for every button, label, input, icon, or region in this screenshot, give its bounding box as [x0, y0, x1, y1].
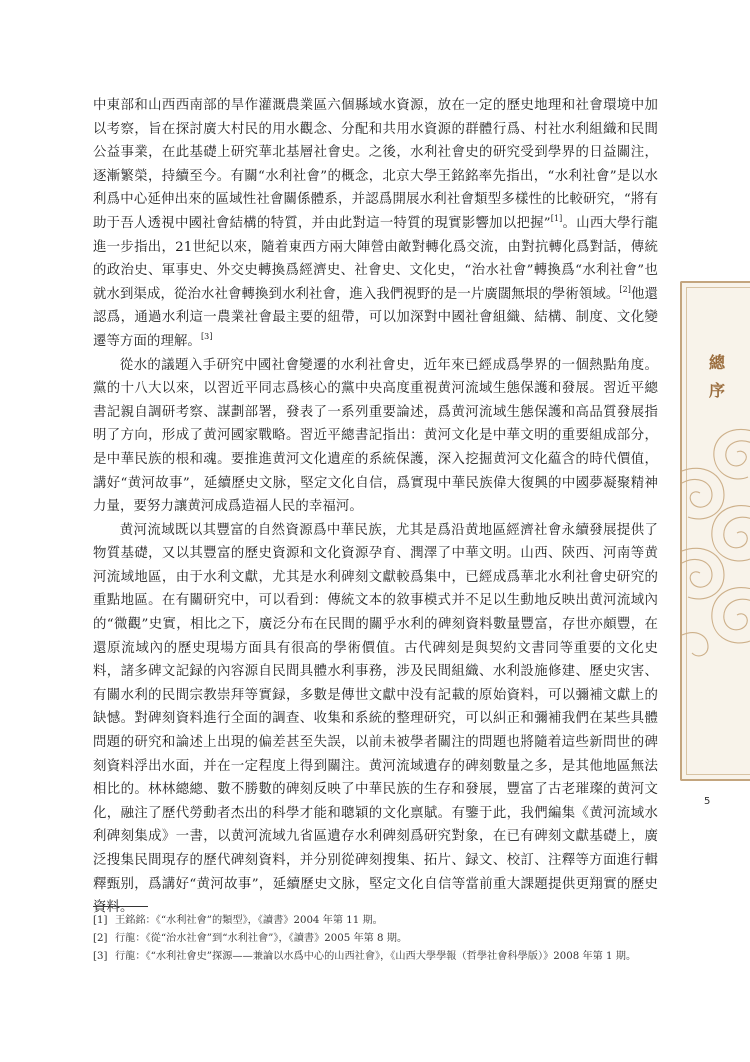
footnotes-section — [93, 912, 658, 966]
footnote-reference: [2] — [619, 284, 631, 294]
page-number: 5 — [704, 796, 711, 807]
main-body-text — [93, 94, 658, 920]
footnote-number: [3] — [93, 951, 108, 962]
paragraph-text: 。山西大學行龍進一步指出，21世紀以來，隨着東西方兩大陣營由敵對轉化爲交流，由對抗轉化爲對話，傳統的政治史、軍事史、外交史轉換爲經濟史、社會史、文化史，“治水社會”轉換爲“水利社會”也就水到渠成，從治水社會轉換到水利社會，進入我們視野的是一片廣闊無垠的學術領域。 — [93, 215, 658, 302]
footnote-2 — [93, 930, 658, 948]
footnote-1 — [93, 912, 658, 930]
body-paragraph — [93, 354, 658, 519]
chapter-side-tab — [680, 281, 750, 781]
footnote-text: 行龍：《“水利社會史”探源——兼論以水爲中心的山西社會》，《山西大學學報（哲學社會科學版）》2008 年第 1 期。 — [115, 951, 637, 962]
paragraph-text: 他還認爲，通過水利這一農業社會最主要的紐帶，可以加深對中國社會組織、結構、制度、文化變遷等方面的理解。 — [93, 286, 658, 349]
footnote-text: 行龍：《從“治水社會”到“水利社會”》，《讀書》2005 年第 8 期。 — [115, 933, 408, 944]
paragraph-text: 從水的議題入手研究中國社會變遷的水利社會史，近年來已經成爲學界的一個熱點角度。黨的十八大以來，以習近平同志爲核心的黨中央高度重視黄河流域生態保護和發展。習近平總書記親自調研考察、謀劃部署，發表了一系列重要論述，爲黄河流域生態保護和高品質發展指明了方向，形成了黄河國家戰略。習近平總書記指出：黄河文化是中華文明的重要組成部分，是中華民族的根和魂。要推進黄河文化遺産的系統保護，深入挖掘黄河文化藴含的時代價值，講好“黄河故事”，延續歷史文脉，堅定文化自信，爲實現中華民族偉大復興的中國夢凝聚精神力量，要努力讓黄河成爲造福人民的幸福河。 — [93, 357, 658, 515]
footnote-reference: [3] — [200, 331, 213, 341]
paragraph-text: 黄河流域既以其豐富的自然資源爲中華民族，尤其是爲沿黄地區經濟社會永續發展提供了物質基礎，又以其豐富的歷史資源和文化資源孕育、潤澤了中華文明。山西、陝西、河南等黄河流域地區，由于水利文獻，尤其是水利碑刻文獻較爲集中，已經成爲華北水利社會史研究的重點地區。在有關研究中，可以看到：傳統文本的敘事模式并不足以生動地反映出黄河流域內的“微觀”史實，相比之下，廣泛分布在民間的關乎水利的碑刻資料數量豐富，存世亦頗豐，在還原流域內的歷史現場方面具有很高的學術價值。古代碑刻是與契約文書同等重要的文化史料，諸多碑文記録的內容源自民間具體水利事務，涉及民間組織、水利設施修建、歷史灾害、有關水利的民間宗教崇拜等實録，多數是傳世文獻中没有記載的原始資料，可以彌補文獻上的缺憾。對碑刻資料進行全面的調查、收集和系統的整理研究，可以糾正和彌補我們在某些具體問題的研究和論述上出現的偏差甚至失誤，以前未被學者關注的問題也將隨着這些新問世的碑刻資料浮出水面，并在一定程度上得到關注。黄河流域遺存的碑刻數量之多，是其他地區無法相比的。林林總總、數不勝數的碑刻反映了中華民族的生存和發展，豐富了古老璀璨的黄河文化，融注了歷代勞動者杰出的科學才能和聰穎的文化禀賦。有鑒于此，我們編集《黄河流域水利碑刻集成》一書，以黄河流域九省區遺存水利碑刻爲研究對象，在已有碑刻文獻基礎上，廣泛搜集民間現存的歷代碑刻資料，并分别從碑刻搜集、拓片、録文、校訂、注釋等方面進行輯釋甄别，爲講好“黄河故事”，延續歷史文脉，堅定文化自信等當前重大課題提供更翔實的歷史資料。 — [93, 522, 658, 916]
auspicious-cloud-icon — [682, 423, 750, 663]
body-paragraph — [93, 94, 658, 354]
footnote-text: 王銘銘：《“水利社會”的類型》，《讀書》2004 年第 11 期。 — [115, 915, 383, 926]
side-tab-label-xu: 序 — [708, 381, 725, 400]
paragraph-text: 中東部和山西西南部的旱作灌溉農業區六個縣域水資源，放在一定的歷史地理和社會環境中加以考察，旨在探討廣大村民的用水觀念、分配和共用水資源的群體行爲、村社水利組織和民間公益事業，在此基礎上研究華北基層社會史。之後，水利社會史的研究受到學界的日益關注，逐漸繁榮，持續至今。有關“水利社會”的概念，北京大學王銘銘率先指出，“水利社會”是以水利爲中心延伸出來的區域性社會關係體系，并認爲開展水利社會類型多樣性的比較研究，“將有助于吾人透視中國社會結構的特質，并由此對這一特質的現實影響加以把握” — [93, 98, 658, 231]
side-tab-label-zong: 總 — [708, 353, 725, 372]
footnote-number: [1] — [93, 915, 108, 926]
footnote-3 — [93, 948, 658, 966]
body-paragraph — [93, 519, 658, 920]
footnote-divider — [93, 906, 148, 907]
footnote-reference: [1] — [550, 213, 563, 223]
footnote-number: [2] — [93, 933, 108, 944]
